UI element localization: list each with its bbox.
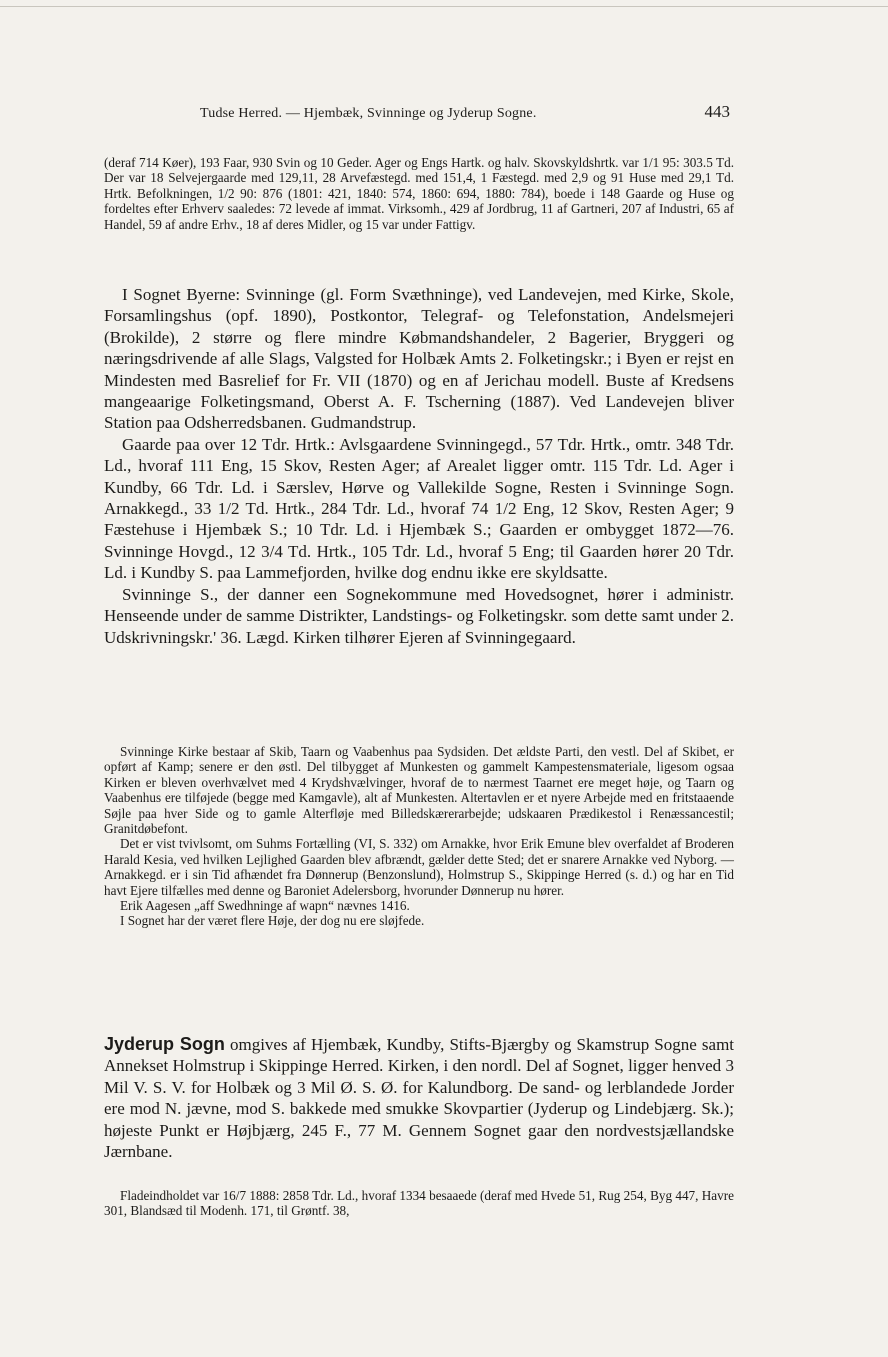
jyderup-title: Jyderup Sogn	[104, 1034, 225, 1054]
page-number: 443	[704, 102, 730, 121]
stats-paragraph	[104, 155, 734, 232]
svinninge-farms-paragraph: Gaarde paa over 12 Tdr. Hrtk.: Avlsgaardene Svinningegd., 57 Tdr. Hrtk., omtr. 348 Tdr. Ld., hvoraf 111 Eng, 15 Skov, Resten Ager; af Arealet ligger omtr. 115 Tdr. Ld. Ager i Kundby, 66 Tdr. Ld. i Særslev, Hørve og Vallekilde Sogne, Resten i Svinninge Sogn. Arnakkegd., 33 1/2 Td. Hrtk., 284 Tdr. Ld., hvoraf 74 1/2 Eng, 12 Skov, Resten Ager; 9 Fæstehuse i Hjembæk S.; 10 Tdr. Ld. i Hjembæk S.; Gaarden er ombygget 1872—76. Svinninge Hovgd., 12 3/4 Td. Hrtk., 105 Tdr. Ld., hvoraf 5 Eng; til Gaarden hører 20 Tdr. Ld. i Kundby S. paa Lammefjorden, hvilke dog endnu ikke ere skyldsatte.	[104, 434, 734, 583]
page-header	[104, 102, 736, 129]
area-paragraph	[104, 1188, 734, 1219]
jyderup-text: omgives af Hjembæk, Kundby, Stifts-Bjærgby og Skamstrup Sogne samt Annekset Holmstrup i Skippinge Herred. Kirken, i den nordl. Del af Sognet, ligger henved 3 Mil V. S. V. for Holbæk og 3 Mil Ø. S. Ø. for Kalundborg. De sand- og lerblandede Jorder ere mod N. jævne, mod S. bakkede med smukke Skovpartier (Jyderup og Lindebjærg. Sk.); højeste Punkt er Højbjærg, 245 F., 77 M. Gennem Sognet gaar den nordvestsjællandske Jærnbane.	[104, 1035, 735, 1162]
jyderup-section	[104, 1034, 734, 1162]
stats-text: (deraf 714 Køer), 193 Faar, 930 Svin og 10 Geder. Ager og Engs Hartk. og halv. Skovskyldshrtk. var 1/1 95: 303.5 Td. Der var 18 Selvejergaarde med 129,11, 28 Arvefæstegd. med 151,4, 1 Fæstegd. med 2,9 og 91 Huse med 29,1 Td. Hrtk. Befolkningen, 1/2 90: 876 (1801: 421, 1840: 574, 1860: 694, 1880: 784), boede i 148 Gaarde og Huse og fordeltes efter Erhverv saaledes: 72 levede af immat. Virksomh., 429 af Jordbrug, 11 af Gartneri, 207 af Industri, 65 af Handel, 59 af andre Erhv., 18 af deres Midler, og 15 var under Fattigv.	[104, 155, 734, 232]
area-text: Fladeindholdet var 16/7 1888: 2858 Tdr. Ld., hvoraf 1334 besaaede (deraf med Hvede 51, Rug 254, Byg 447, Havre 301, Blandsæd til Modenh. 171, til Grøntf. 38,	[104, 1188, 734, 1219]
svinninge-parish-paragraph: Svinninge S., der danner een Sognekommune med Hovedsognet, hører i administr. Henseende under de samme Distrikter, Landstings- og Folketingskr. som dette samt under 2. Udskrivningskr.' 36. Lægd. Kirken tilhører Ejeren af Svinningegaard.	[104, 584, 734, 647]
svinninge-section	[104, 284, 734, 648]
svinninge-towns-paragraph: I Sognet Byerne: Svinninge (gl. Form Svæthninge), ved Landevejen, med Kirke, Skole, Forsamlingshus (opf. 1890), Postkontor, Telegraf- og Telefonstation, Andelsmejeri (Brokilde), 2 større og flere mindre Købmandshandeler, 2 Bagerier, Bryggeri og næringsdrivende af alle Slags, Valgsted for Holbæk Amts 2. Folketingskr.; i Byen er rejst en Mindesten med Basrelief for Fr. VII (1870) og en af Jerichau modell. Buste af Kredsens mangeaarige Folketingsmand, Oberst A. F. Tscherning (1887). Ved Landevejen bliver Station paa Odsherredsbanen. Gudmandstrup.	[104, 285, 734, 433]
running-head: Tudse Herred. — Hjembæk, Svinninge og Jyderup Sogne.	[200, 106, 537, 121]
scan-edge-line	[0, 6, 888, 7]
arnakke-note: Det er vist tvivlsomt, om Suhms Fortælling (VI, S. 332) om Arnakke, hvor Erik Emune blev overfaldet af Broderen Harald Kesia, ved hvilken Lejlighed Gaarden blev afbrændt, gælder dette Sted; det er snarere Arnakke ved Nyborg. — Arnakkegd. er i sin Tid afhændet fra Dønnerup (Benzonslund), Holmstrup S., Skippinge Herred (s. d.) og har en Tid havt Ejere tilfælles med denne og Baroniet Adelersborg, hvorunder Dønnerup nu hører.	[104, 836, 734, 898]
aagesen-note: Erik Aagesen „aff Swedhninge af wapn“ nævnes 1416.	[120, 898, 410, 914]
jyderup-paragraph	[104, 1034, 734, 1162]
church-note: Svinninge Kirke bestaar af Skib, Taarn og Vaabenhus paa Sydsiden. Det ældste Parti, den vestl. Del af Skibet, er opført af Kamp; senere er den østl. Del tilbygget af Munkesten og gammelt Kampestensmateriale, ligesom ogsaa Kirken er bleven overhvælvet med 4 Krydshvælvinger, hvoraf de to nærmest Taarnet ere meget høje, og Taarn og Vaabenhus ere tilføjede (begge med Kamgavle), alt af Munkesten. Altertavlen er et nyere Arbejde med en fritstaaende Søjle paa hver Side og to gamle Alterfløje med Billedskærerarbejde; udskaaren Prædikestol i Renæssancestil; Granitdøbefont.	[104, 744, 734, 837]
church-notes	[104, 744, 734, 929]
mounds-note: I Sognet har der været flere Høje, der dog nu ere sløjfede.	[120, 913, 425, 929]
